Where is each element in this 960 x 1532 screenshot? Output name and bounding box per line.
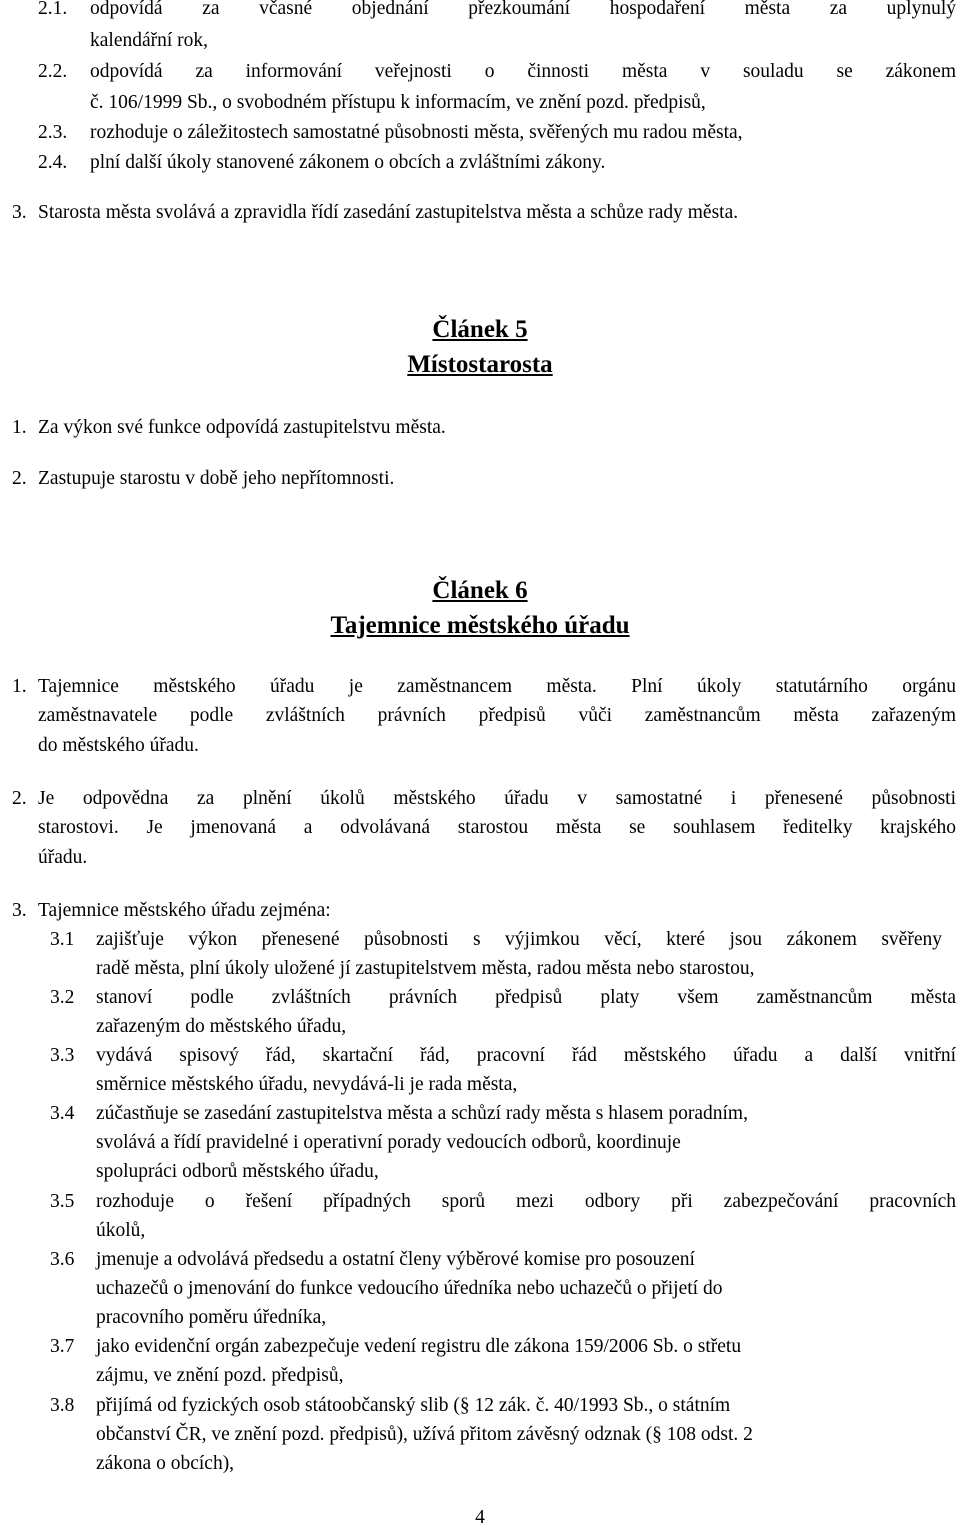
item-text: kalendářní rok, — [90, 30, 209, 51]
subitem-number: 3.2 — [50, 987, 75, 1008]
item-number: 2.4. — [38, 152, 68, 173]
subitem-text: stanoví podle zvláštních právních předpisů platy všem zaměstnancům města — [96, 987, 956, 1008]
item-text: Zastupuje starostu v době jeho nepřítomnosti. — [38, 468, 395, 489]
item-number: 2. — [12, 468, 27, 489]
item-text: č. 106/1999 Sb., o svobodném přístupu k informacím, ve znění pozd. předpisů, — [90, 92, 706, 113]
subitem-text: jako evidenční orgán zabezpečuje vedení registru dle zákona 159/2006 Sb. o střetu — [96, 1336, 742, 1357]
item-number: 1. — [12, 676, 27, 697]
subitem-text: uchazečů o jmenování do funkce vedoucího úředníka nebo uchazečů o přijetí do — [96, 1278, 723, 1299]
item-text: Starosta města svolává a zpravidla řídí zasedání zastupitelstva města a schůze rady města. — [38, 202, 739, 223]
subitem-number: 3.8 — [50, 1395, 75, 1416]
item-text: do městského úřadu. — [38, 735, 199, 756]
subitem-text: vydává spisový řád, skartační řád, pracovní řád městského úřadu a další vnitřní — [96, 1045, 956, 1066]
item-text: odpovídá za informování veřejnosti o činnosti města v souladu se zákonem — [90, 61, 956, 82]
item-text: Je odpovědna za plnění úkolů městského úřadu v samostatné i přenesené působnosti — [38, 788, 956, 809]
subitem-number: 3.4 — [50, 1103, 75, 1124]
subitem-text: pracovního poměru úředníka, — [96, 1307, 327, 1328]
item-number: 1. — [12, 417, 27, 438]
item-number: 3. — [12, 900, 27, 921]
subitem-number: 3.6 — [50, 1249, 75, 1270]
item-text: zaměstnavatele podle zvláštních právních předpisů vůči zaměstnancům města zařazeným — [38, 705, 956, 726]
item-number: 3. — [12, 202, 27, 223]
item-text: Tajemnice městského úřadu je zaměstnancem města. Plní úkoly statutárního orgánu — [38, 676, 956, 697]
subitem-text: rozhoduje o řešení případných sporů mezi odbory při zabezpečování pracovních — [96, 1191, 956, 1212]
article-6-title: Článek 6 — [432, 577, 528, 604]
subitem-text: směrnice městského úřadu, nevydává-li je rada města, — [96, 1074, 518, 1095]
article-6-subtitle: Tajemnice městského úřadu — [330, 612, 630, 639]
item-text: rozhoduje o záležitostech samostatné působnosti města, svěřených mu radou města, — [90, 122, 743, 143]
item-number: 2.2. — [38, 61, 68, 82]
item-text: starostovi. Je jmenovaná a odvolávaná starostou města se souhlasem ředitelky krajského — [38, 817, 956, 838]
subitem-text: přijímá od fyzických osob státoobčanský slib (§ 12 zák. č. 40/1993 Sb., o státním — [96, 1395, 731, 1416]
item-text: Za výkon své funkce odpovídá zastupitelstvu města. — [38, 417, 446, 438]
subitem-number: 3.5 — [50, 1191, 75, 1212]
article-5-title: Článek 5 — [432, 316, 528, 343]
item-text: plní další úkoly stanovené zákonem o obcích a zvláštními zákony. — [90, 152, 606, 173]
item-number: 2.1. — [38, 0, 68, 19]
page-number: 4 — [475, 1507, 485, 1528]
subitem-text: zajišťuje výkon přenesené působnosti s výjimkou věcí, které jsou zákonem svěřeny — [96, 929, 942, 950]
subitem-text: úkolů, — [96, 1220, 146, 1241]
subitem-text: spolupráci odborů městského úřadu, — [96, 1161, 379, 1182]
item-number: 2. — [12, 788, 27, 809]
subitem-text: jmenuje a odvolává předsedu a ostatní členy výběrové komise pro posouzení — [96, 1249, 695, 1270]
subitem-text: zákona o obcích), — [96, 1453, 235, 1474]
subitem-text: zúčastňuje se zasedání zastupitelstva města a schůzí rady města s hlasem poradním, — [96, 1103, 748, 1124]
item-text: úřadu. — [38, 847, 88, 868]
subitem-number: 3.7 — [50, 1336, 75, 1357]
subitem-number: 3.3 — [50, 1045, 75, 1066]
subitem-text: občanství ČR, ve znění pozd. předpisů), užívá přitom závěsný odznak (§ 108 odst. 2 — [96, 1424, 753, 1445]
subitem-text: svolává a řídí pravidelné i operativní porady vedoucích odborů, koordinuje — [96, 1132, 681, 1153]
subitem-text: radě města, plní úkoly uložené jí zastupitelstvem města, radou města nebo starostou, — [96, 958, 755, 979]
subitem-text: zájmu, ve znění pozd. předpisů, — [96, 1365, 344, 1386]
subitem-number: 3.1 — [50, 929, 75, 950]
item-text: odpovídá za včasné objednání přezkoumání hospodaření města za uplynulý — [90, 0, 956, 19]
item-number: 2.3. — [38, 122, 68, 143]
article-5-subtitle: Místostarosta — [407, 351, 553, 378]
subitem-text: zařazeným do městského úřadu, — [96, 1016, 347, 1037]
item-text: Tajemnice městského úřadu zejména: — [38, 900, 331, 921]
